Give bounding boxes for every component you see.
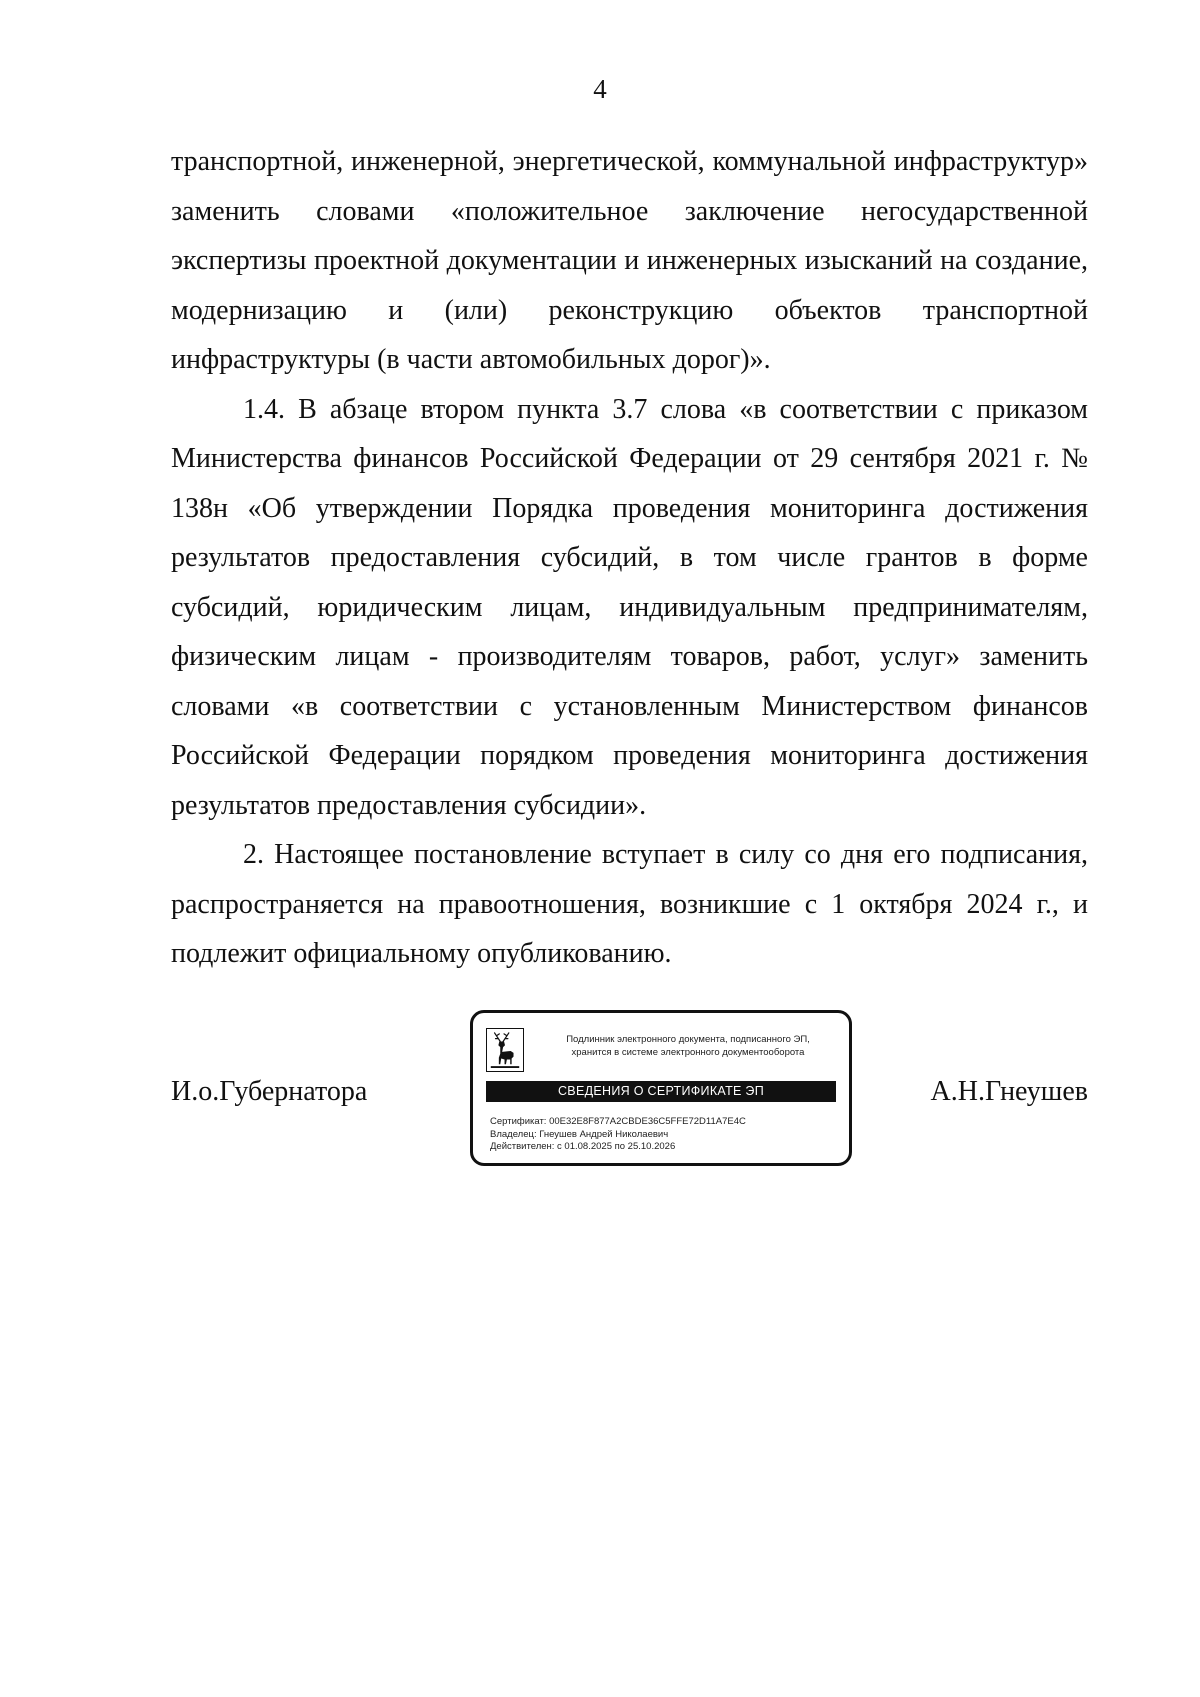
signatory-position: И.о.Губернатора <box>171 1076 368 1107</box>
electronic-signature-stamp <box>470 1010 852 1166</box>
page-number: 4 <box>593 74 607 104</box>
paragraph-item-1-4: 1.4. В абзаце втором пункта 3.7 слова «в соответствии с приказом Министерства финансов Российской Федерации от 29 сентября 2021 г. № 138н «Об утверждении Порядка проведения мониторинга достижения результатов предоставления субсидий, в том числе грантов в форме субсидий, юридическим лицам, индивидуальным предпринимателям, физическим лицам - производителям товаров, работ, услуг» заменить словами «в соответствии с установленным Министерством финансов Российской Федерации порядком проведения мониторинга достижения результатов предоставления субсидии». <box>171 393 1088 821</box>
stamp-certificate-details <box>490 1116 840 1154</box>
paragraph-item-2: 2. Настоящее постановление вступает в силу со дня его подписания, распространяется на правоотношения, возникшие с 1 октября 2024 г., и подлежит официальному опубликованию. <box>171 839 1088 969</box>
stamp-header <box>533 1033 843 1059</box>
stamp-certificate-owner: Владелец: Гнеушев Андрей Николаевич <box>490 1128 669 1140</box>
document-body <box>171 137 1088 979</box>
stamp-header-line-2: хранится в системе электронного документооборота <box>571 1047 805 1058</box>
stamp-header-line-1: Подлинник электронного документа, подписанного ЭП, <box>566 1034 810 1045</box>
paragraph-continuation: транспортной, инженерной, энергетической, коммунальной инфраструктур» заменить словами «положительное заключение негосударственной экспертизы проектной документации и инженерных изысканий на создание, модернизацию и (или) реконструкцию объектов транспортной инфраструктуры (в части автомобильных дорог)». <box>171 146 1088 375</box>
stamp-certificate-title: СВЕДЕНИЯ О СЕРТИФИКАТЕ ЭП <box>486 1081 836 1102</box>
stamp-certificate-validity: Действителен: с 01.08.2025 по 25.10.2026 <box>490 1141 676 1152</box>
deer-coat-of-arms-icon <box>486 1028 524 1072</box>
stamp-certificate-number: Сертификат: 00E32E8F877A2CBDE36C5FFE72D11A7E4C <box>490 1116 746 1127</box>
signer-name: А.Н.Гнеушев <box>930 1076 1088 1107</box>
